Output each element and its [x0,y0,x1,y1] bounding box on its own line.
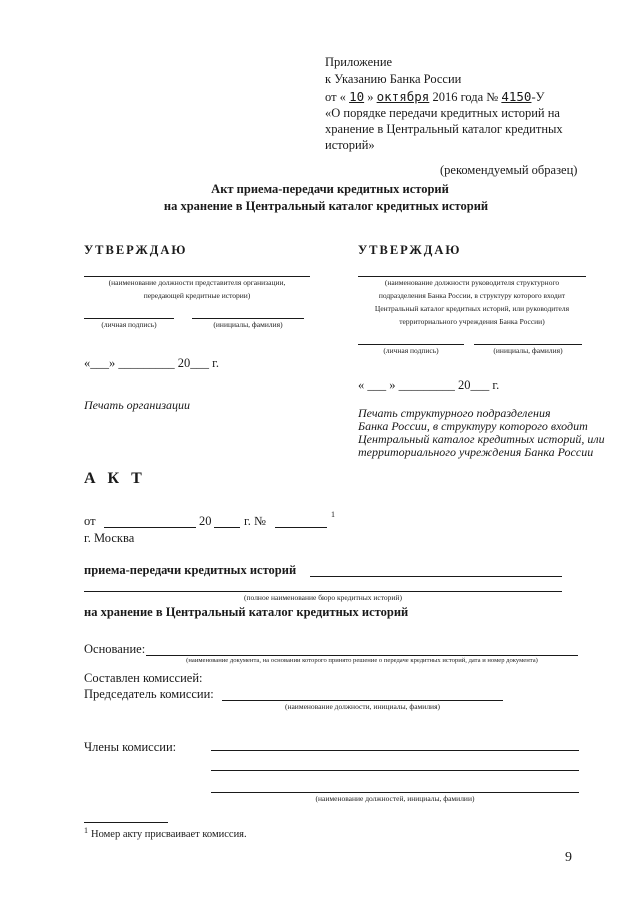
right-initials-line [474,344,582,345]
act-number-label: г. № [244,514,266,528]
handwritten-day: 10 [349,89,365,104]
appendix-label: Приложение [325,55,393,69]
right-approve-heading: УТВЕРЖДАЮ [358,243,462,257]
act-year-label: 20 [199,514,212,528]
footnote-text: Номер акту присваивает комиссия. [91,829,247,840]
left-initials-caption: (инициалы, фамилия) [213,320,283,329]
day-close: » [367,90,374,104]
doc-title-line-1: Акт приема-передачи кредитных историй [211,182,449,196]
footnote-mark: 1 [84,826,88,835]
page-number: 9 [565,850,572,865]
year-text: 2016 года № [432,90,499,104]
left-signature-caption: (личная подпись) [101,320,157,329]
act-chair-line [222,700,503,701]
appendix-date-line [325,89,544,105]
doc-title-line-2: на хранение в Центральный каталог кредитных историй [163,199,489,213]
act-members-caption: (наименование должностей, инициалы, фамилии) [315,794,475,803]
act-commission-label: Составлен комиссией: [84,671,203,685]
act-storage-label: на хранение в Центральный каталог кредитных историй [84,605,409,619]
right-stamp-line-1: Печать структурного подразделения [358,406,551,420]
left-stamp-label: Печать организации [84,398,191,412]
left-initials-line [192,318,304,319]
left-signature-line [84,318,174,319]
act-from-label: от [84,514,96,528]
act-transfer-label: приема-передачи кредитных историй [84,563,297,577]
number-suffix: -У [531,90,545,104]
sample-note: (рекомендуемый образец) [440,163,578,177]
left-approve-date: «___» _________ 20___ г. [84,356,219,370]
act-member-line-2 [211,770,579,771]
act-bureau-caption: (полное наименование бюро кредитных историй) [244,593,402,602]
left-position-line [84,276,310,277]
left-position-caption-1: (наименование должности представителя организации, [108,278,286,287]
act-date-line [104,527,196,528]
act-chair-label: Председатель комиссии: [84,687,214,701]
right-initials-caption: (инициалы, фамилия) [493,346,563,355]
right-stamp-line-4: территориального учреждения Банка России [358,445,594,459]
reference-line-3: историй» [325,138,375,152]
act-year-line [214,527,240,528]
act-basis-caption: (наименование документа, на основании которого принято решение о передаче кредитных историй, дата и номер документа) [186,657,538,664]
reference-line-2: хранение в Центральный каталог кредитных [325,122,563,136]
left-position-caption-2: передающей кредитные истории) [143,291,251,300]
from-prefix: от « [325,90,346,104]
act-chair-caption: (наименование должности, инициалы, фамилия) [284,702,441,711]
right-position-caption-1: (наименование должности руководителя структурного [384,278,560,287]
act-basis-line [146,655,578,656]
act-heading: А К Т [84,470,146,487]
right-signature-caption: (личная подпись) [383,346,439,355]
act-city: г. Москва [84,531,135,545]
handwritten-month: октября [376,89,430,104]
act-members-label: Члены комиссии: [84,740,177,754]
footnote-separator [84,822,168,823]
right-stamp-line-3: Центральный каталог кредитных историй, или [358,432,605,446]
right-position-line [358,276,586,277]
act-basis-label: Основание: [84,642,146,656]
appendix-instruction: к Указанию Банка России [325,72,462,86]
reference-line-1: «О порядке передачи кредитных историй на [325,106,560,120]
right-position-caption-4: территориального учреждения Банка России) [399,317,545,326]
left-approve-heading: УТВЕРЖДАЮ [84,243,188,257]
act-bureau-line [84,591,562,592]
handwritten-number: 4150 [501,89,532,104]
right-signature-line [358,344,464,345]
right-position-caption-3: Центральный каталог кредитных историй, или руководителя [374,304,570,313]
act-member-line-3 [211,792,579,793]
act-transfer-line [310,576,562,577]
right-stamp-line-2: Банка России, в структуру которого входит [358,419,588,433]
right-position-caption-2: подразделения Банка России, в структуру которого входит [378,291,566,300]
act-footnote-mark: 1 [331,510,335,519]
right-approve-date: « ___ » _________ 20___ г. [358,378,500,392]
act-member-line-1 [211,750,579,751]
act-number-line [275,527,327,528]
